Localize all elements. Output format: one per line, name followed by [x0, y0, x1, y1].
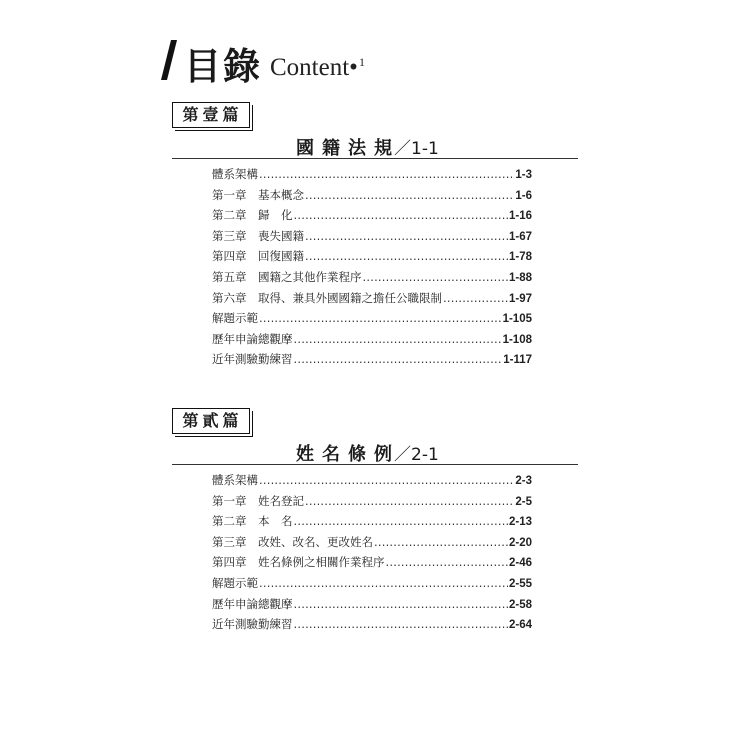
part-divider [172, 158, 578, 159]
toc-entry-title: 解題示範 [212, 311, 258, 326]
part-title-page: ／2-1 [394, 445, 439, 465]
toc-entry[interactable] [212, 493, 532, 514]
dot-leader [305, 188, 514, 202]
toc-entry-title: 歷年申論總觀摩 [212, 331, 293, 346]
toc-entry-page: 2-46 [508, 557, 532, 570]
toc-entry-page: 2-5 [515, 495, 532, 508]
toc-entry-page: 2-64 [508, 619, 532, 632]
dot-leader [305, 229, 508, 243]
toc-entry-page: 1-3 [515, 169, 532, 181]
dot-leader [305, 494, 514, 508]
toc-entry-page: 1-108 [502, 333, 532, 346]
toc-entry-title: 第四章 回復國籍 [212, 249, 304, 264]
toc-entry[interactable] [212, 269, 532, 290]
dot-leader [259, 167, 514, 181]
toc-entry-page: 2-13 [508, 516, 532, 529]
toc-entry-page: 1-78 [508, 251, 532, 264]
toc-entry[interactable] [212, 310, 532, 331]
part-title-text: 姓名條例 [296, 444, 400, 465]
dot-leader [305, 249, 508, 263]
toc-entry-page: 1-105 [502, 313, 532, 326]
part-title-page: ／1-1 [394, 139, 439, 159]
toc-entry-title: 體系架構 [212, 167, 258, 181]
title-chinese: 目錄 [184, 45, 262, 88]
dot-leader [294, 597, 508, 611]
dot-leader [386, 555, 508, 569]
toc-entry[interactable] [212, 534, 532, 555]
toc-entry-page: 1-67 [508, 230, 532, 243]
slash-mark [161, 40, 177, 80]
toc-entry-title: 第五章 國籍之其他作業程序 [212, 269, 362, 284]
toc-entry[interactable] [212, 554, 532, 575]
toc-entry-page: 1-97 [508, 292, 532, 305]
toc-entry-page: 2-58 [508, 598, 532, 611]
toc-entry-page: 1-88 [508, 271, 532, 284]
toc-entry[interactable] [212, 596, 532, 617]
dot-leader [294, 352, 503, 366]
part-label: 第貳篇 [172, 408, 250, 434]
dot-leader [294, 617, 508, 631]
toc-entry-title: 第一章 基本概念 [212, 187, 304, 202]
toc-entry-title: 近年測驗勤練習 [212, 617, 293, 632]
toc-entry[interactable] [212, 575, 532, 596]
toc-entry-page: 2-20 [508, 536, 532, 549]
dot-leader [259, 473, 514, 487]
toc-entry[interactable] [212, 472, 532, 493]
dot-leader [294, 208, 508, 222]
title-superscript: 1 [358, 55, 365, 69]
part-label: 第壹篇 [172, 102, 250, 128]
dot-leader [294, 332, 502, 346]
toc-entry[interactable] [212, 228, 532, 249]
toc-entry-title: 第二章 本 名 [212, 514, 293, 529]
toc-entry[interactable] [212, 351, 532, 372]
dot-leader [363, 270, 508, 284]
dot-leader [294, 514, 508, 528]
dot-leader [259, 311, 502, 325]
toc-list [212, 472, 532, 637]
toc-entry-title: 體系架構 [212, 473, 258, 487]
toc-entry[interactable] [212, 331, 532, 352]
toc-entry-title: 第三章 改姓、改名、更改姓名 [212, 534, 373, 549]
part-title [296, 440, 439, 466]
toc-entry[interactable] [212, 616, 532, 637]
toc-list [212, 166, 532, 372]
toc-entry-page: 1-16 [508, 210, 532, 223]
toc-entry[interactable] [212, 248, 532, 269]
toc-entry-title: 第四章 姓名條例之相關作業程序 [212, 555, 385, 570]
toc-entry[interactable] [212, 166, 532, 187]
dot-leader [443, 291, 508, 305]
toc-entry-title: 第六章 取得、兼具外國國籍之擔任公職限制 [212, 290, 442, 305]
title-english [270, 54, 365, 82]
part-divider [172, 464, 578, 465]
toc-entry-title: 第二章 歸 化 [212, 208, 293, 223]
toc-entry-title: 解題示範 [212, 575, 258, 590]
toc-entry-title: 第三章 喪失國籍 [212, 228, 304, 243]
toc-entry-title: 近年測驗勤練習 [212, 352, 293, 367]
toc-entry[interactable] [212, 290, 532, 311]
toc-entry-page: 2-55 [508, 577, 532, 590]
toc-entry[interactable] [212, 513, 532, 534]
dot-leader [259, 576, 508, 590]
toc-entry[interactable] [212, 187, 532, 208]
title-dot: • [349, 54, 358, 81]
toc-entry-page: 2-3 [515, 475, 532, 487]
toc-entry[interactable] [212, 207, 532, 228]
part-title [296, 134, 439, 160]
toc-entry-page: 1-117 [503, 354, 532, 367]
toc-entry-title: 歷年申論總觀摩 [212, 596, 293, 611]
part-title-text: 國籍法規 [296, 138, 400, 159]
toc-entry-page: 1-6 [515, 189, 532, 202]
toc-entry-title: 第一章 姓名登記 [212, 493, 304, 508]
title-english-text: Content [270, 54, 350, 81]
dot-leader [374, 535, 508, 549]
